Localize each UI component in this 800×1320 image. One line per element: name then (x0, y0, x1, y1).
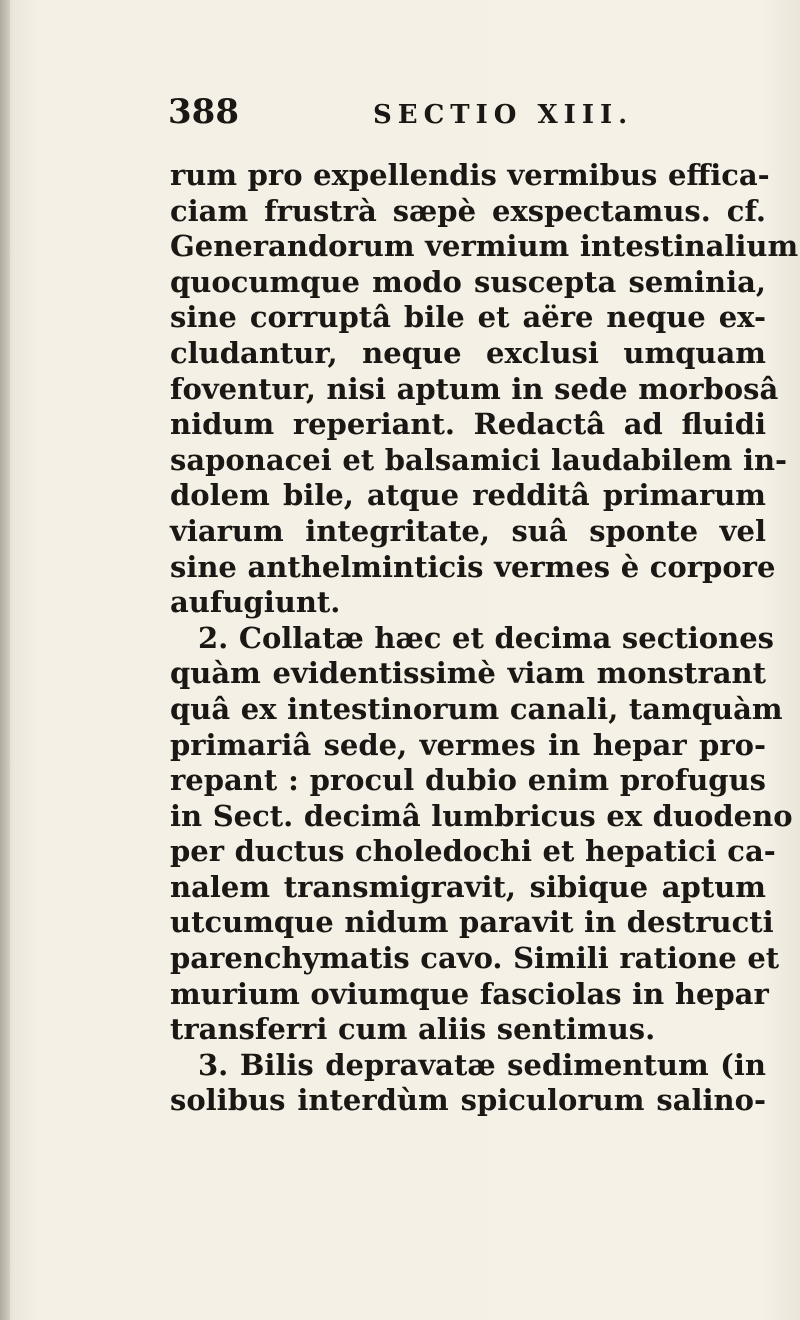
text-line: sine corruptâ bile et aëre neque ex- (170, 300, 766, 335)
text-line: sine anthelminticis vermes è corpore (170, 549, 776, 584)
page-header (168, 92, 638, 140)
text-line: repant : procul dubio enim profugus (170, 763, 766, 798)
paragraph-2-start: 2. Collatæ hæc et decima sectiones (198, 620, 774, 655)
text-line: rum pro expellendis vermibus effica- (170, 158, 770, 192)
text-line: saponacei et balsamici laudabilem in- (170, 442, 788, 477)
text-line: solibus interdùm spiculorum salino- (170, 1083, 766, 1118)
text-line: transferri cum aliis sentimus. (170, 1012, 656, 1047)
text-line: nidum reperiant. Redactâ ad fluidi (170, 407, 766, 442)
page-number: 388 (168, 92, 239, 132)
text-line: utcumque nidum paravit in destructi (170, 905, 774, 940)
text-line: ciam frustrà sæpè exspectamus. cf. (170, 193, 766, 228)
text-line: dolem bile, atque redditâ primarum (170, 478, 766, 513)
running-head: SECTIO XIII. (373, 100, 634, 130)
text-line: foventur, nisi aptum in sede morbosâ (170, 371, 779, 406)
body-text (170, 158, 799, 1119)
text-line: aufugiunt. (170, 585, 341, 620)
text-line: cludantur, neque exclusi umquam (170, 335, 766, 370)
text-line: Generandorum vermium intestinalium (170, 229, 799, 264)
text-line: in Sect. decimâ lumbricus ex duodeno (170, 798, 793, 833)
text-line: quâ ex intestinorum canali, tamquàm (170, 691, 783, 726)
text-line: nalem transmigravit, sibique aptum (170, 869, 766, 904)
text-line: primariâ sede, vermes in hepar pro- (170, 727, 766, 762)
text-line: murium oviumque fasciolas in hepar (170, 976, 769, 1011)
text-line: viarum integritate, suâ sponte vel (170, 513, 766, 548)
text-line: quocumque modo suscepta seminia, (170, 264, 766, 299)
text-line: quàm evidentissimè viam monstrant (170, 656, 766, 691)
text-line: parenchymatis cavo. Simili ratione et (170, 941, 780, 976)
paragraph-3-start: 3. Bilis depravatæ sedimentum (in (198, 1047, 766, 1082)
page-gutter-shadow (0, 0, 10, 1320)
text-line: per ductus choledochi et hepatici ca- (170, 834, 776, 869)
